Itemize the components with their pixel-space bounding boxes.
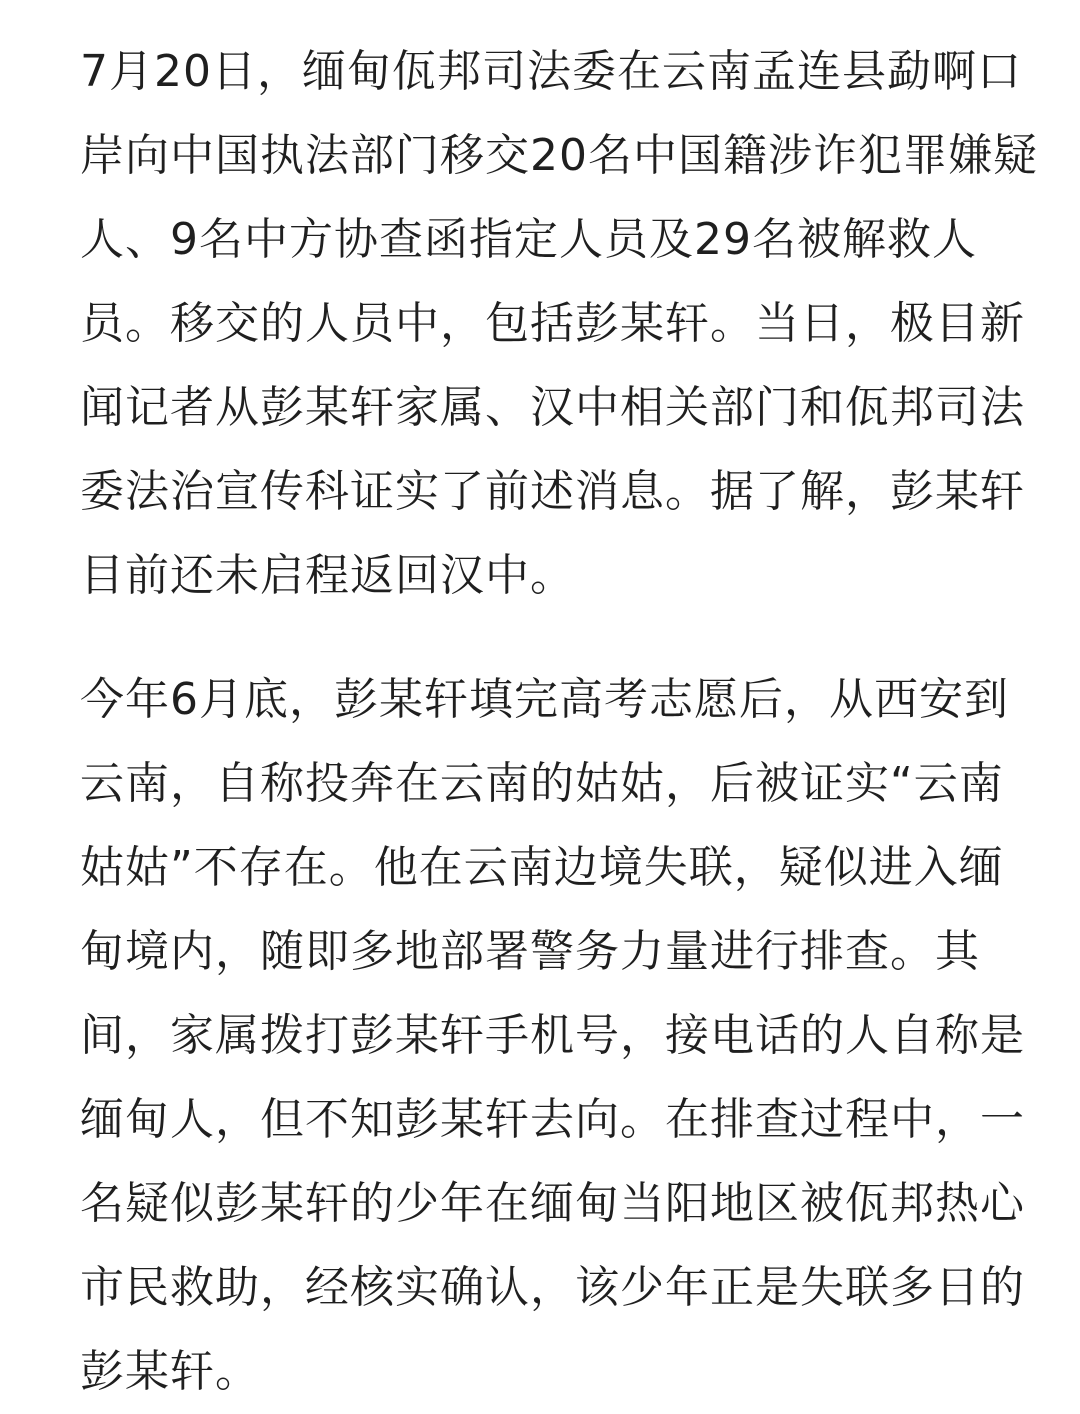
paragraph-line: 间，家属拨打彭某轩手机号，接电话的人自称是 bbox=[80, 1010, 1025, 1061]
paragraph-line: 甸境内，随即多地部署警务力量进行排查。其 bbox=[80, 926, 980, 977]
paragraph-line: 彭某轩。 bbox=[80, 1346, 260, 1397]
paragraph-2 bbox=[80, 658, 1025, 1414]
paragraph-line: 市民救助，经核实确认，该少年正是失联多日的 bbox=[80, 1262, 1025, 1313]
paragraph-line: 7月20日，缅甸佤邦司法委在云南孟连县勐啊口 bbox=[80, 46, 1022, 97]
paragraph-line: 员。移交的人员中，包括彭某轩。当日，极目新 bbox=[80, 298, 1025, 349]
paragraph-line: 今年6月底，彭某轩填完高考志愿后，从西安到 bbox=[80, 674, 1009, 725]
paragraph-1 bbox=[80, 30, 1038, 618]
paragraph-line: 名疑似彭某轩的少年在缅甸当阳地区被佤邦热心 bbox=[80, 1178, 1025, 1229]
paragraph-line: 岸向中国执法部门移交20名中国籍涉诈犯罪嫌疑 bbox=[80, 130, 1038, 181]
paragraph-line: 目前还未启程返回汉中。 bbox=[80, 550, 575, 601]
paragraph-line: 人、9名中方协查函指定人员及29名被解救人 bbox=[80, 214, 977, 265]
paragraph-line: 云南，自称投奔在云南的姑姑，后被证实“云南 bbox=[80, 758, 1004, 809]
paragraph-line: 姑姑”不存在。他在云南边境失联，疑似进入缅 bbox=[80, 842, 1004, 893]
paragraph-line: 闻记者从彭某轩家属、汉中相关部门和佤邦司法 bbox=[80, 382, 1025, 433]
paragraph-line: 缅甸人，但不知彭某轩去向。在排查过程中，一 bbox=[80, 1094, 1025, 1145]
paragraph-line: 委法治宣传科证实了前述消息。据了解，彭某轩 bbox=[80, 466, 1025, 517]
article-body bbox=[80, 30, 1038, 1414]
